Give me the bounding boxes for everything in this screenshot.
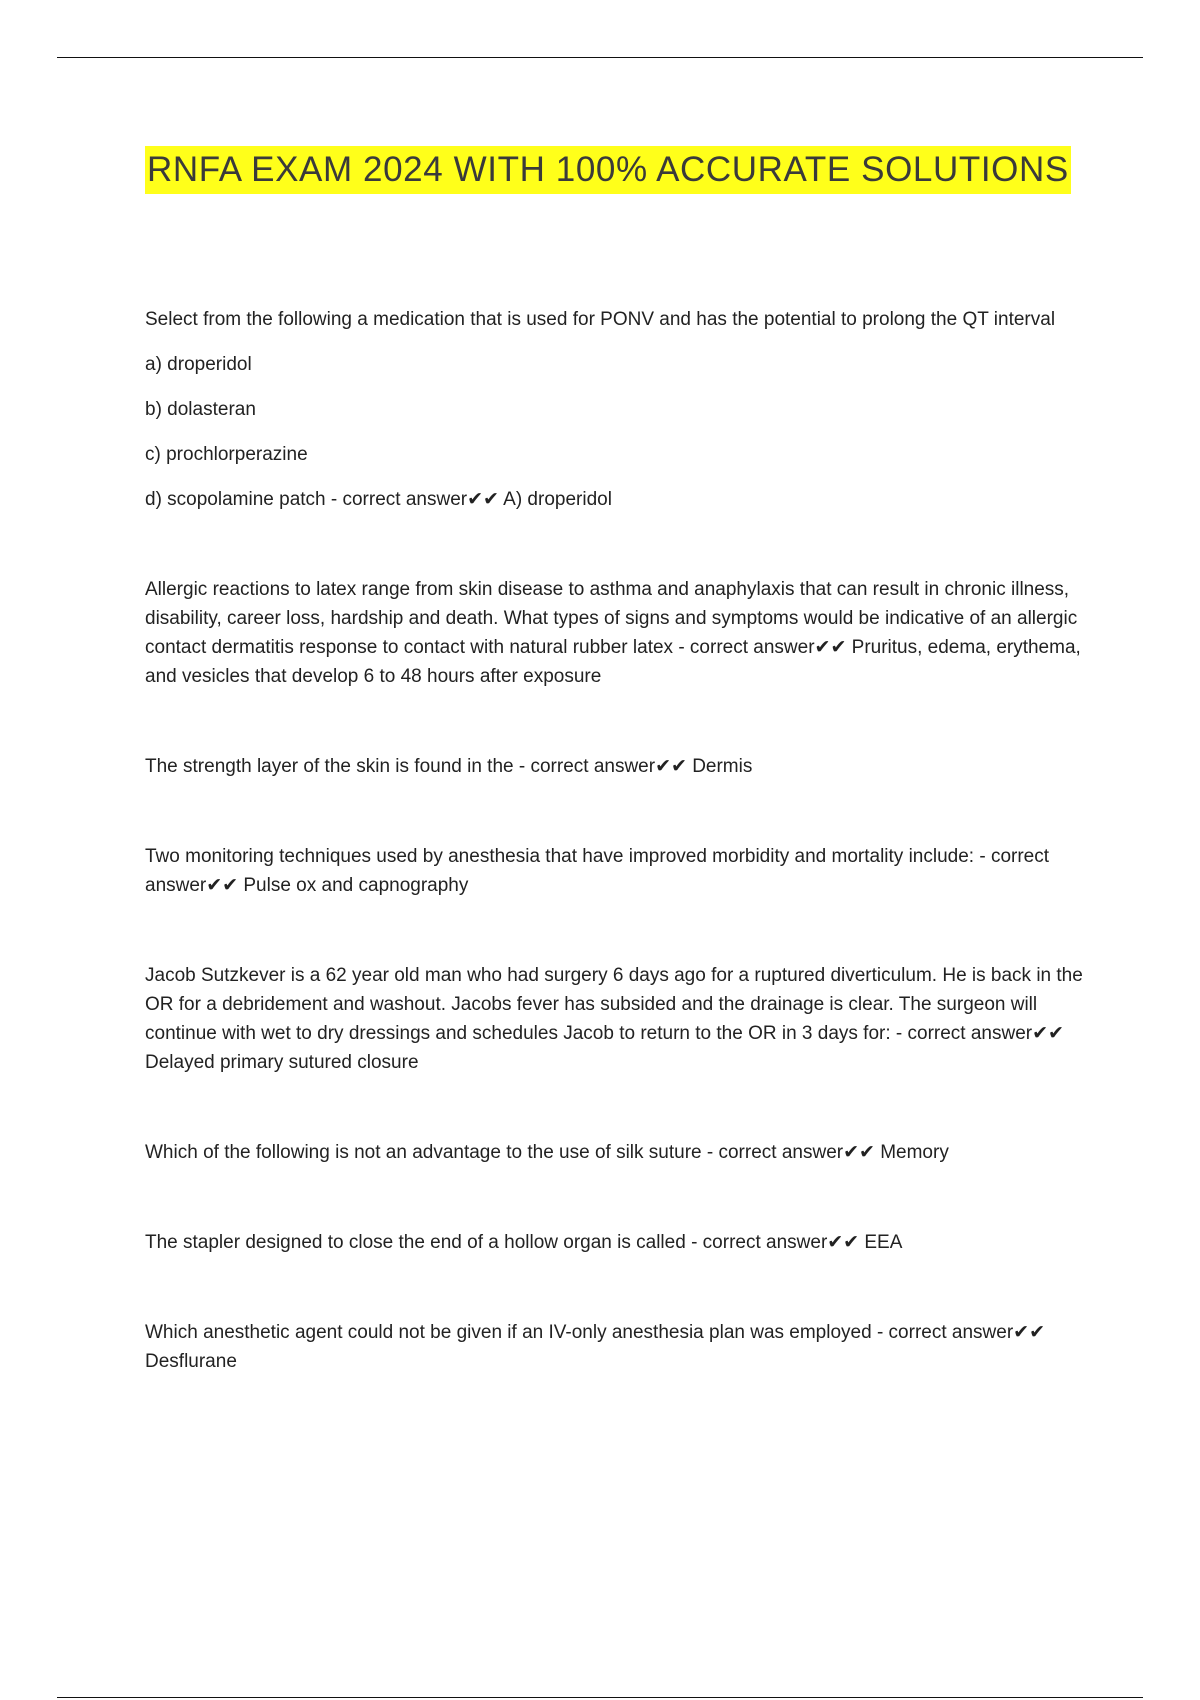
question-5 — [145, 961, 1085, 1077]
question-1-option-d: d) scopolamine patch - correct answer✔✔ A) droperidol — [145, 489, 612, 510]
question-3-text: The strength layer of the skin is found in the - correct answer✔✔ Dermis — [145, 756, 753, 777]
question-5-text: Jacob Sutzkever is a 62 year old man who had surgery 6 days ago for a ruptured diverticulum. He is back in the OR for a debridement and washout. Jacobs fever has subsided and the drainage is clear. The surgeon will continue with wet to dry dressings and schedules Jacob to return to the OR in 3 days for: - correct answer✔✔ Delayed primary sutured closure — [145, 965, 1083, 1073]
question-6-text: Which of the following is not an advantage to the use of silk suture - correct answer✔✔ Memory — [145, 1142, 949, 1163]
question-1-option-c: c) prochlorperazine — [145, 444, 308, 465]
question-1 — [145, 305, 1085, 514]
question-2-text: Allergic reactions to latex range from skin disease to asthma and anaphylaxis that can result in chronic illness, disability, career loss, hardship and death. What types of signs and symptoms would be indicative of an allergic contact dermatitis response to contact with natural rubber latex - correct answer✔✔ Pruritus, edema, erythema, and vesicles that develop 6 to 48 hours after exposure — [145, 579, 1081, 687]
question-1-stem: Select from the following a medication that is used for PONV and has the potential to prolong the QT interval — [145, 309, 1056, 330]
question-3 — [145, 752, 1085, 781]
document-body — [145, 305, 1085, 1437]
question-7-text: The stapler designed to close the end of a hollow organ is called - correct answer✔✔ EEA — [145, 1232, 903, 1253]
question-6 — [145, 1138, 1085, 1167]
question-1-option-a: a) droperidol — [145, 354, 252, 375]
footer-rule — [57, 1697, 1143, 1698]
header-rule — [57, 57, 1143, 58]
title-block — [145, 146, 1071, 194]
question-4-text: Two monitoring techniques used by anesthesia that have improved morbidity and mortality include: - correct answer✔✔ Pulse ox and capnography — [145, 846, 1050, 896]
question-4 — [145, 842, 1085, 900]
question-2 — [145, 575, 1085, 691]
question-8-text: Which anesthetic agent could not be given if an IV-only anesthesia plan was employed - correct answer✔✔ Desflurane — [145, 1322, 1045, 1372]
document-title: RNFA EXAM 2024 WITH 100% ACCURATE SOLUTIONS — [145, 146, 1071, 194]
question-8 — [145, 1318, 1085, 1376]
question-7 — [145, 1228, 1085, 1257]
question-1-option-b: b) dolasteran — [145, 399, 256, 420]
